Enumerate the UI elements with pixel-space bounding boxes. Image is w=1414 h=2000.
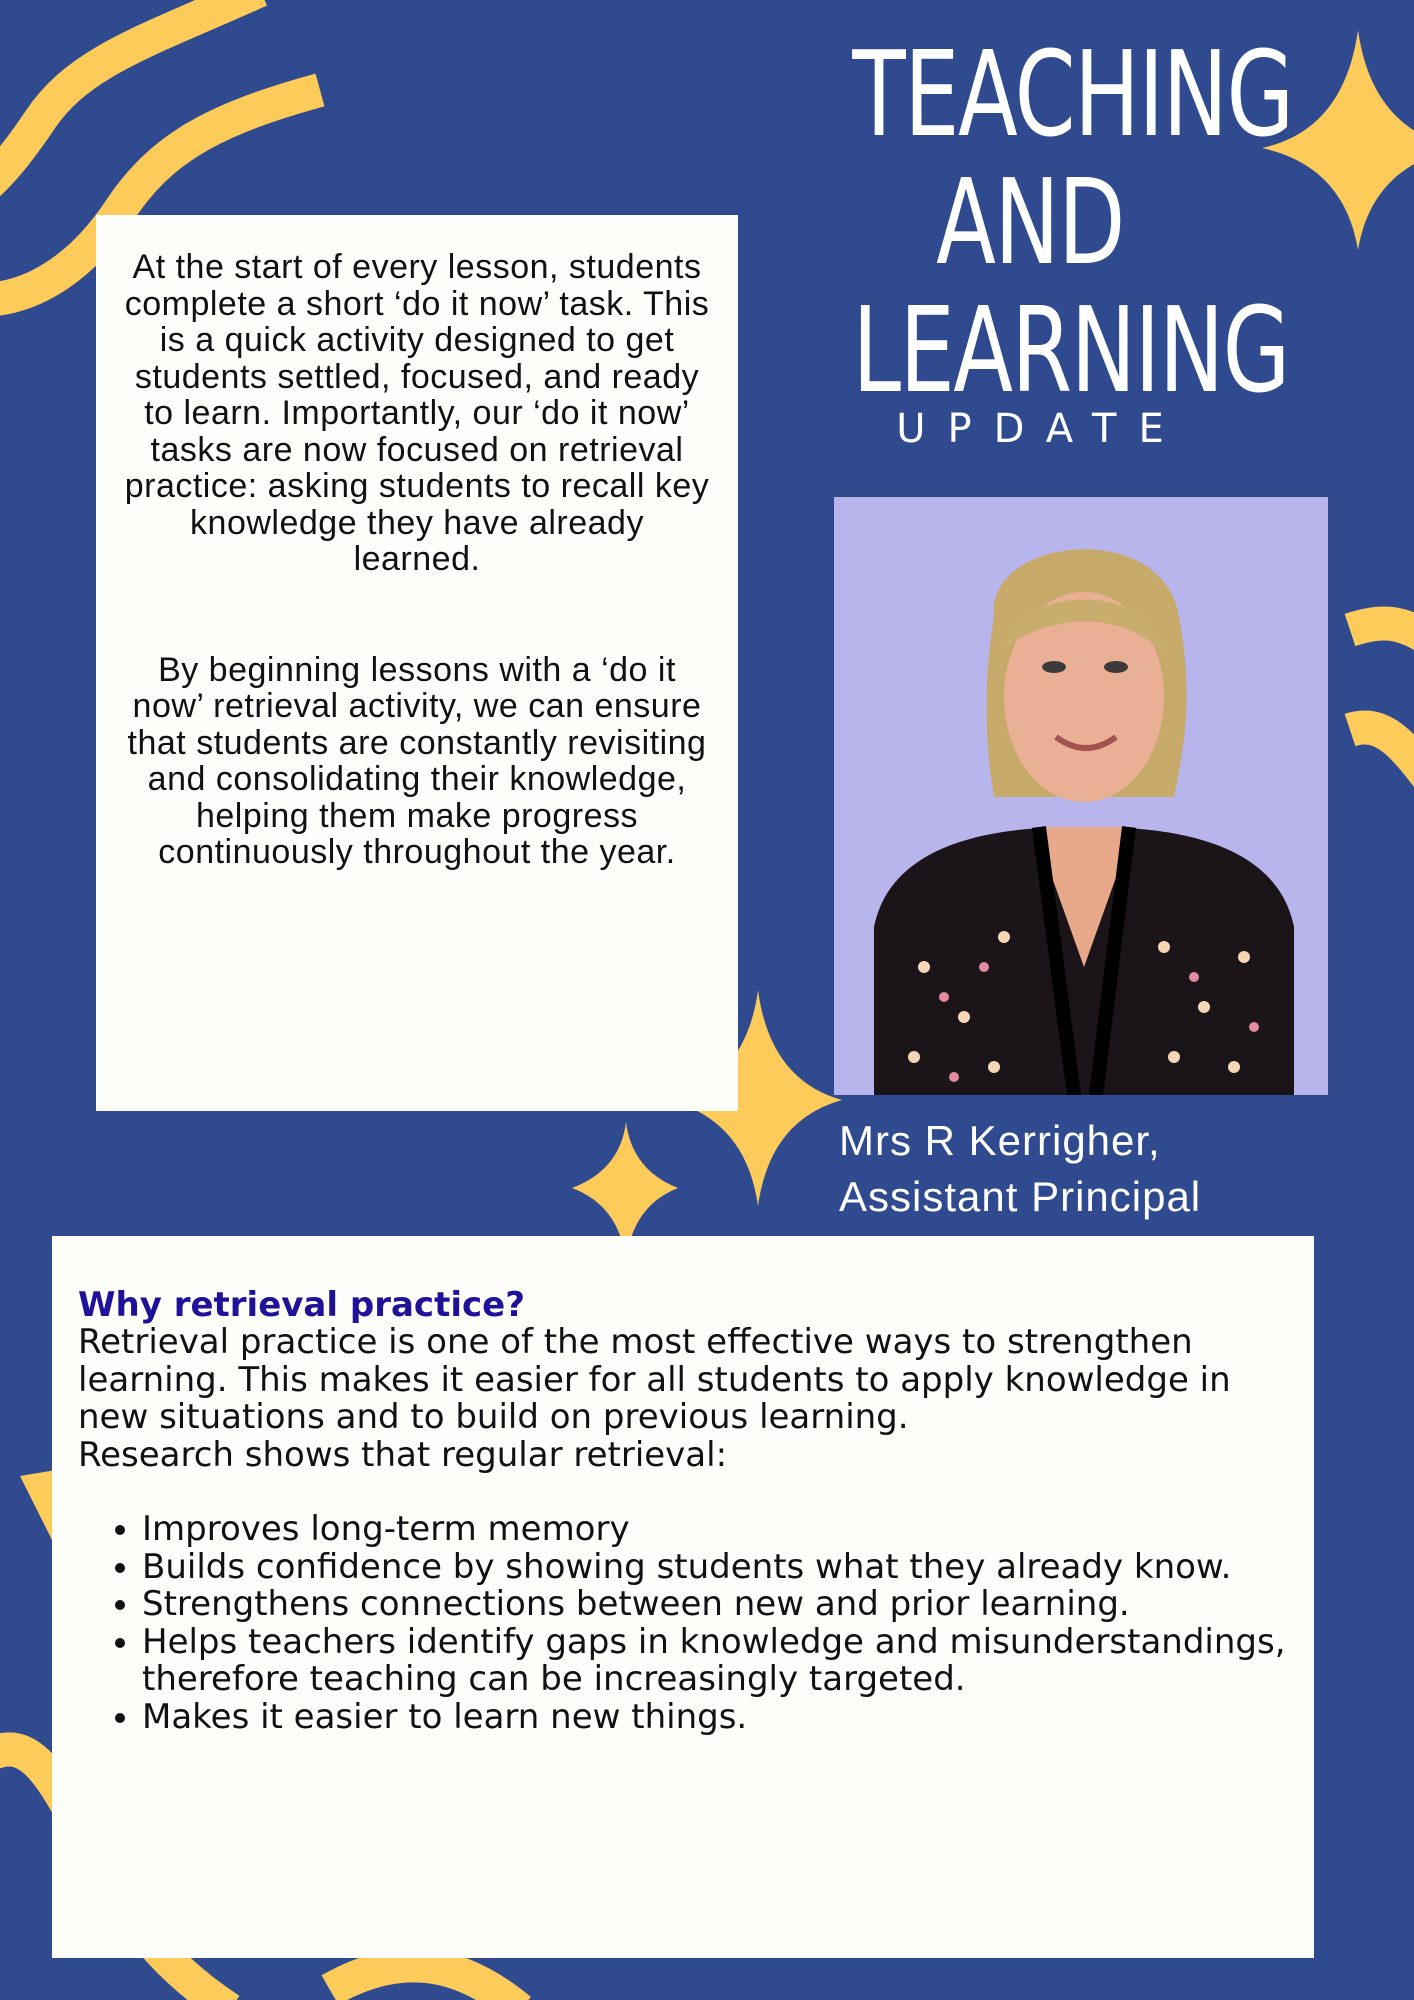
- portrait-photo: [834, 497, 1328, 1095]
- photo-caption: [839, 1113, 1201, 1225]
- research-lead: Research shows that regular retrieval:: [78, 1434, 728, 1475]
- title-block: [790, 25, 1293, 452]
- person-role: Assistant Principal: [839, 1173, 1202, 1220]
- title-line-learning: LEARNING: [852, 281, 1289, 419]
- title-line-teaching: TEACHING: [852, 25, 1293, 163]
- intro-paragraph-1: At the start of every lesson, students complete a short ‘do it now’ task. This is a quick activity designed to get students settled, focused, and ready to learn. Importantly, our ‘do it now’ tasks are now focused on retrieval practice: asking students to recall key knowledge they have already learned.: [124, 248, 710, 578]
- title-line-and: AND: [936, 153, 1124, 291]
- why-body: Retrieval practice is one of the most effective ways to strengthen learning. This makes it easier for all students to apply knowledge in new situations and to build on previous learning.: [78, 1322, 1231, 1437]
- why-card: [52, 1236, 1314, 1958]
- wave-right-1: [1350, 623, 1414, 640]
- triangle-left-accent: [20, 1470, 56, 1540]
- portrait-illustration: [834, 497, 1328, 1095]
- person-name: Mrs R Kerrigher,: [839, 1117, 1161, 1164]
- list-item: • Improves long-term memory: [142, 1511, 1288, 1549]
- wave-bottom-center: [330, 1965, 520, 2000]
- intro-paragraph-2: By beginning lessons with a ‘do it now’ retrieval activity, we can ensure that students are constantly revisiting and consolidating their knowledge, helping them make progress continuously throughout the year.: [127, 650, 707, 871]
- intro-card: [96, 215, 738, 1111]
- title-subtitle: UPDATE: [896, 406, 1186, 452]
- list-item: • Strengthens connections between new and prior learning.: [142, 1586, 1288, 1624]
- wave-right-2: [1350, 727, 1414, 780]
- benefits-list: [78, 1511, 1288, 1736]
- why-heading: Why retrieval practice?: [78, 1285, 525, 1325]
- list-item: • Builds confidence by showing students what they already know.: [142, 1549, 1288, 1587]
- list-item: • Helps teachers identify gaps in knowledge and misunderstandings, therefore teaching can be increasingly targeted.: [142, 1624, 1288, 1699]
- list-item: • Makes it easier to learn new things.: [142, 1699, 1288, 1737]
